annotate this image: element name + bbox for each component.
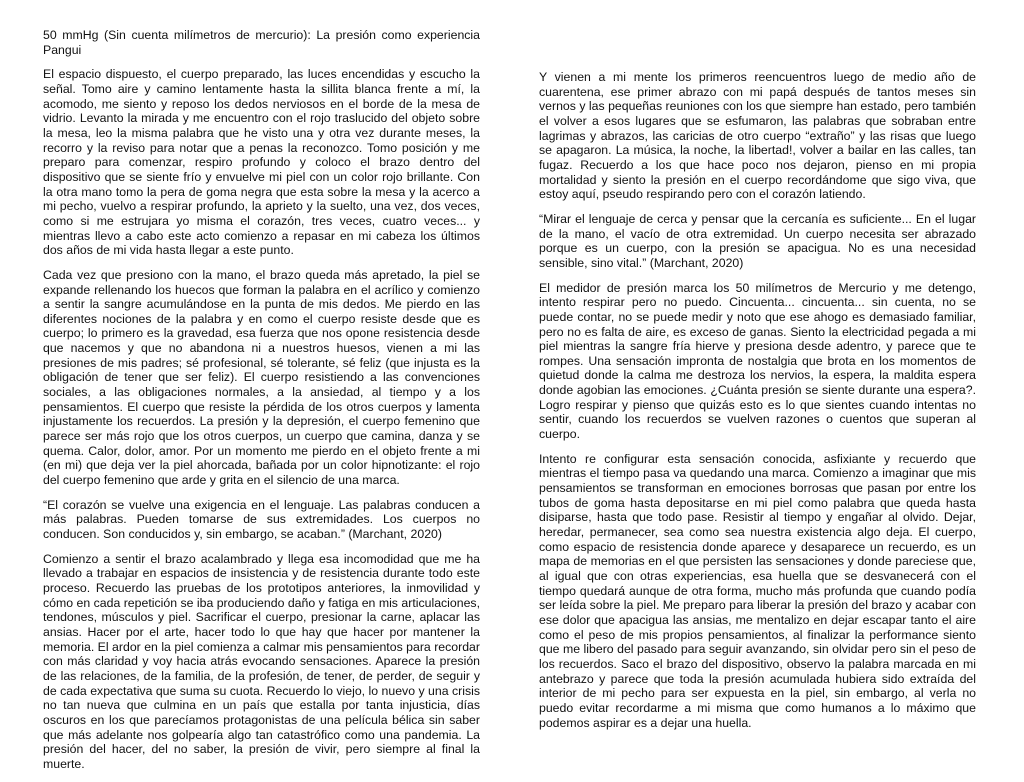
quote-paragraph: “Mirar el lenguaje de cerca y pensar que la cercanía es suficiente... En el lugar de la mano, el vacío de otra extremidad. Un cuerpo necesita ser abrazado porque es un cuerpo, con la presión se apacigua. No es una necesidad sensible, sino vital.” (Marchant, 2020) [539,211,976,270]
quote-paragraph: “El corazón se vuelve una exigencia en el lenguaje. Las palabras conducen a más palabras. Pueden tomarse de sus extremidades. Los cuerpos no conducen. Son conducidos y, sin embargo, se acaban.” (Marchant, 2020) [43,497,480,541]
paragraph: Cada vez que presiono con la mano, el brazo queda más apretado, la piel se expande rellenando los huecos que forman la palabra en el acrílico y comienzo a sentir la sangre acumulándose en la punta de mis dedos. Me pierdo en las diferentes nociones de la palabra y en como el cuerpo resiste desde que es cuerpo; lo primero es la gravedad, esa fuerza que nos opone resistencia desde que nacemos y que no abandona ni a nuestros huesos, vienen a mi las presiones de mis padres; sé profesional, sé tolerante, sé feliz (que injusta es la obligación de tener que ser feliz). El cuerpo resistiendo a las convenciones sociales, a las obligaciones normales, a la ansiedad, al tiempo y a los pensamientos. El cuerpo que resiste la pérdida de los otros cuerpos y lamenta injustamente los recuerdos. La presión y la depresión, el cuerpo femenino que parece ser más rojo que los otros cuerpos, un cuerpo que camina, danza y se quema. Calor, dolor, amor. Por un momento me pierdo en el objeto frente a mi (en mi) que deja ver la piel ahorcada, bañada por un color hipnotizante: el rojo del cuerpo femenino que arde y grita en el silencio de una marca. [43,267,480,488]
right-column [539,70,976,740]
paragraph: Y vienen a mi mente los primeros reencuentros luego de medio año de cuarentena, ese primer abrazo con mi papá después de tantos meses sin vernos y las pequeñas reuniones con los que siempre han estado, pero también el volver a esos lugares que se esfumaron, las palabras que sobraban entre lagrimas y abrazos, las caricias de otro cuerpo “extraño” y las risas que luego se apagaron. La música, la noche, la libertad!, volver a bailar en las calles, tan fugaz. Recuerdo a los que hace poco nos dejaron, pienso en mi propia mortalidad y siento la presión en el cuerpo recordándome que sigo viva, que estoy aquí, pseudo respirando pero con el corazón latiendo. [539,70,976,202]
paragraph: El medidor de presión marca los 50 milímetros de Mercurio y me detengo, intento respirar pero no puedo. Cincuenta... cincuenta... sin cuenta, no se puede contar, no se puede medir y noto que ese ahogo es demasiado familiar, pero no es falta de aire, es exceso de ganas. Siento la electricidad pegada a mi piel mientras la sangre fría hierve y presiona desde adentro, y parece que te rompes. Una sensación impronta de nostalgia que brota en los momentos de quietud donde la calma me destroza los nervios, la espera, la maldita espera donde agobian las emociones. ¿Cuánta presión se siente durante una espera?. Logro respirar y pienso que quizás esto es lo que sientes cuando intentas no sentir, cuando los recuerdos se vuelven razones o cuentos que superan al cuerpo. [539,280,976,442]
left-column [43,28,480,782]
document-title: 50 mmHg (Sin cuenta milímetros de mercurio): La presión como experiencia Pangui [43,28,480,57]
paragraph: Intento re configurar esta sensación conocida, asfixiante y recuerdo que mientras el tiempo pasa va quedando una marca. Comienzo a imaginar que mis pensamientos se transforman en emociones borrosas que pasan por entre los tubos de goma hasta depositarse en mi piel como palabra que queda hasta disiparse, hasta que todo pase. Resistir al tiempo y engañar al olvido. Dejar, heredar, permanecer, sea como sea nuestra existencia algo deja. El cuerpo, como espacio de resistencia donde aparece y desaparece un recuerdo, es un mapa de memorias en el que persisten las sensaciones y donde pareciese que, al igual que con otras experiencias, esa huella que se desvanecerá con el tiempo quedará aunque de otra forma, mucho más profunda que cuando podía ser leída sobre la piel. Me preparo para liberar la presión del brazo y acabar con ese dolor que apacigua las ansias, me mentalizo en dejar escapar tanto el aire como el peso de mis propios pensamientos, al finalizar la performance siento que me libero del pasado para seguir avanzando, sin olvidar pero sin el peso de los recuerdos. Saco el brazo del dispositivo, observo la palabra marcada en mi antebrazo y parece que toda la presión acumulada hubiera sido extraída del interior de mi pecho para ser expuesta en la piel, sin embargo, al verla no puedo evitar recordarme a mi misma que como humanos a lo máximo que podemos aspirar es a dejar una huella. [539,451,976,730]
paragraph: El espacio dispuesto, el cuerpo preparado, las luces encendidas y escucho la señal. Tomo aire y camino lentamente hasta la sillita blanca frente a mí, la acomodo, me siento y reposo los dedos nerviosos en el borde de la mesa de vidrio. Levanto la mirada y me encuentro con el rojo traslucido del objeto sobre la mesa, leo la misma palabra que he visto una y otra vez durante meses, la recorro y la reviso para notar que a penas la reconozco. Tomo posición y me preparo para comenzar, respiro profundo y coloco el brazo dentro del dispositivo que se siente frío y envuelve mi piel con un color rojo brillante. Con la otra mano tomo la pera de goma negra que esta sobre la mesa y la acerco a mi pecho, vuelvo a respirar profundo, la aprieto y la suelto, una vez, dos veces, como si me estrujara yo misma el corazón, tres veces, cuatro veces... y mientras llevo a cabo este acto comienzo a repasar en mi cabeza los últimos dos años de mi vida hasta llegar a este punto. [43,67,480,258]
paragraph: Comienzo a sentir el brazo acalambrado y llega esa incomodidad que me ha llevado a trabajar en espacios de insistencia y de resistencia durante todo este proceso. Recuerdo las pruebas de los prototipos anteriores, la inmovilidad y cómo en cada repetición se iba produciendo daño y fatiga en mis articulaciones, tendones, músculos y piel. Sacrificar el cuerpo, presionar la carne, aplacar las ansias. Hacer por el arte, hacer todo lo que hay que hacer por mantener la memoria. El ardor en la piel comienza a calmar mis pensamientos para recordar con más claridad y voy hacia atrás evocando sensaciones. Aparece la presión de las relaciones, de la familia, de la profesión, de tener, de perder, de seguir y de cada expectativa que suma su cuota. Recuerdo lo viejo, lo nuevo y una crisis no tan nueva que culmina en un país que estalla por tanta injusticia, días oscuros en los que parecíamos protagonistas de una película bélica sin saber que más adelante nos golpearía algo tan catastrófico como una pandemia. La presión del hacer, del no saber, la presión de vivir, pero siempre al final la muerte. [43,551,480,771]
